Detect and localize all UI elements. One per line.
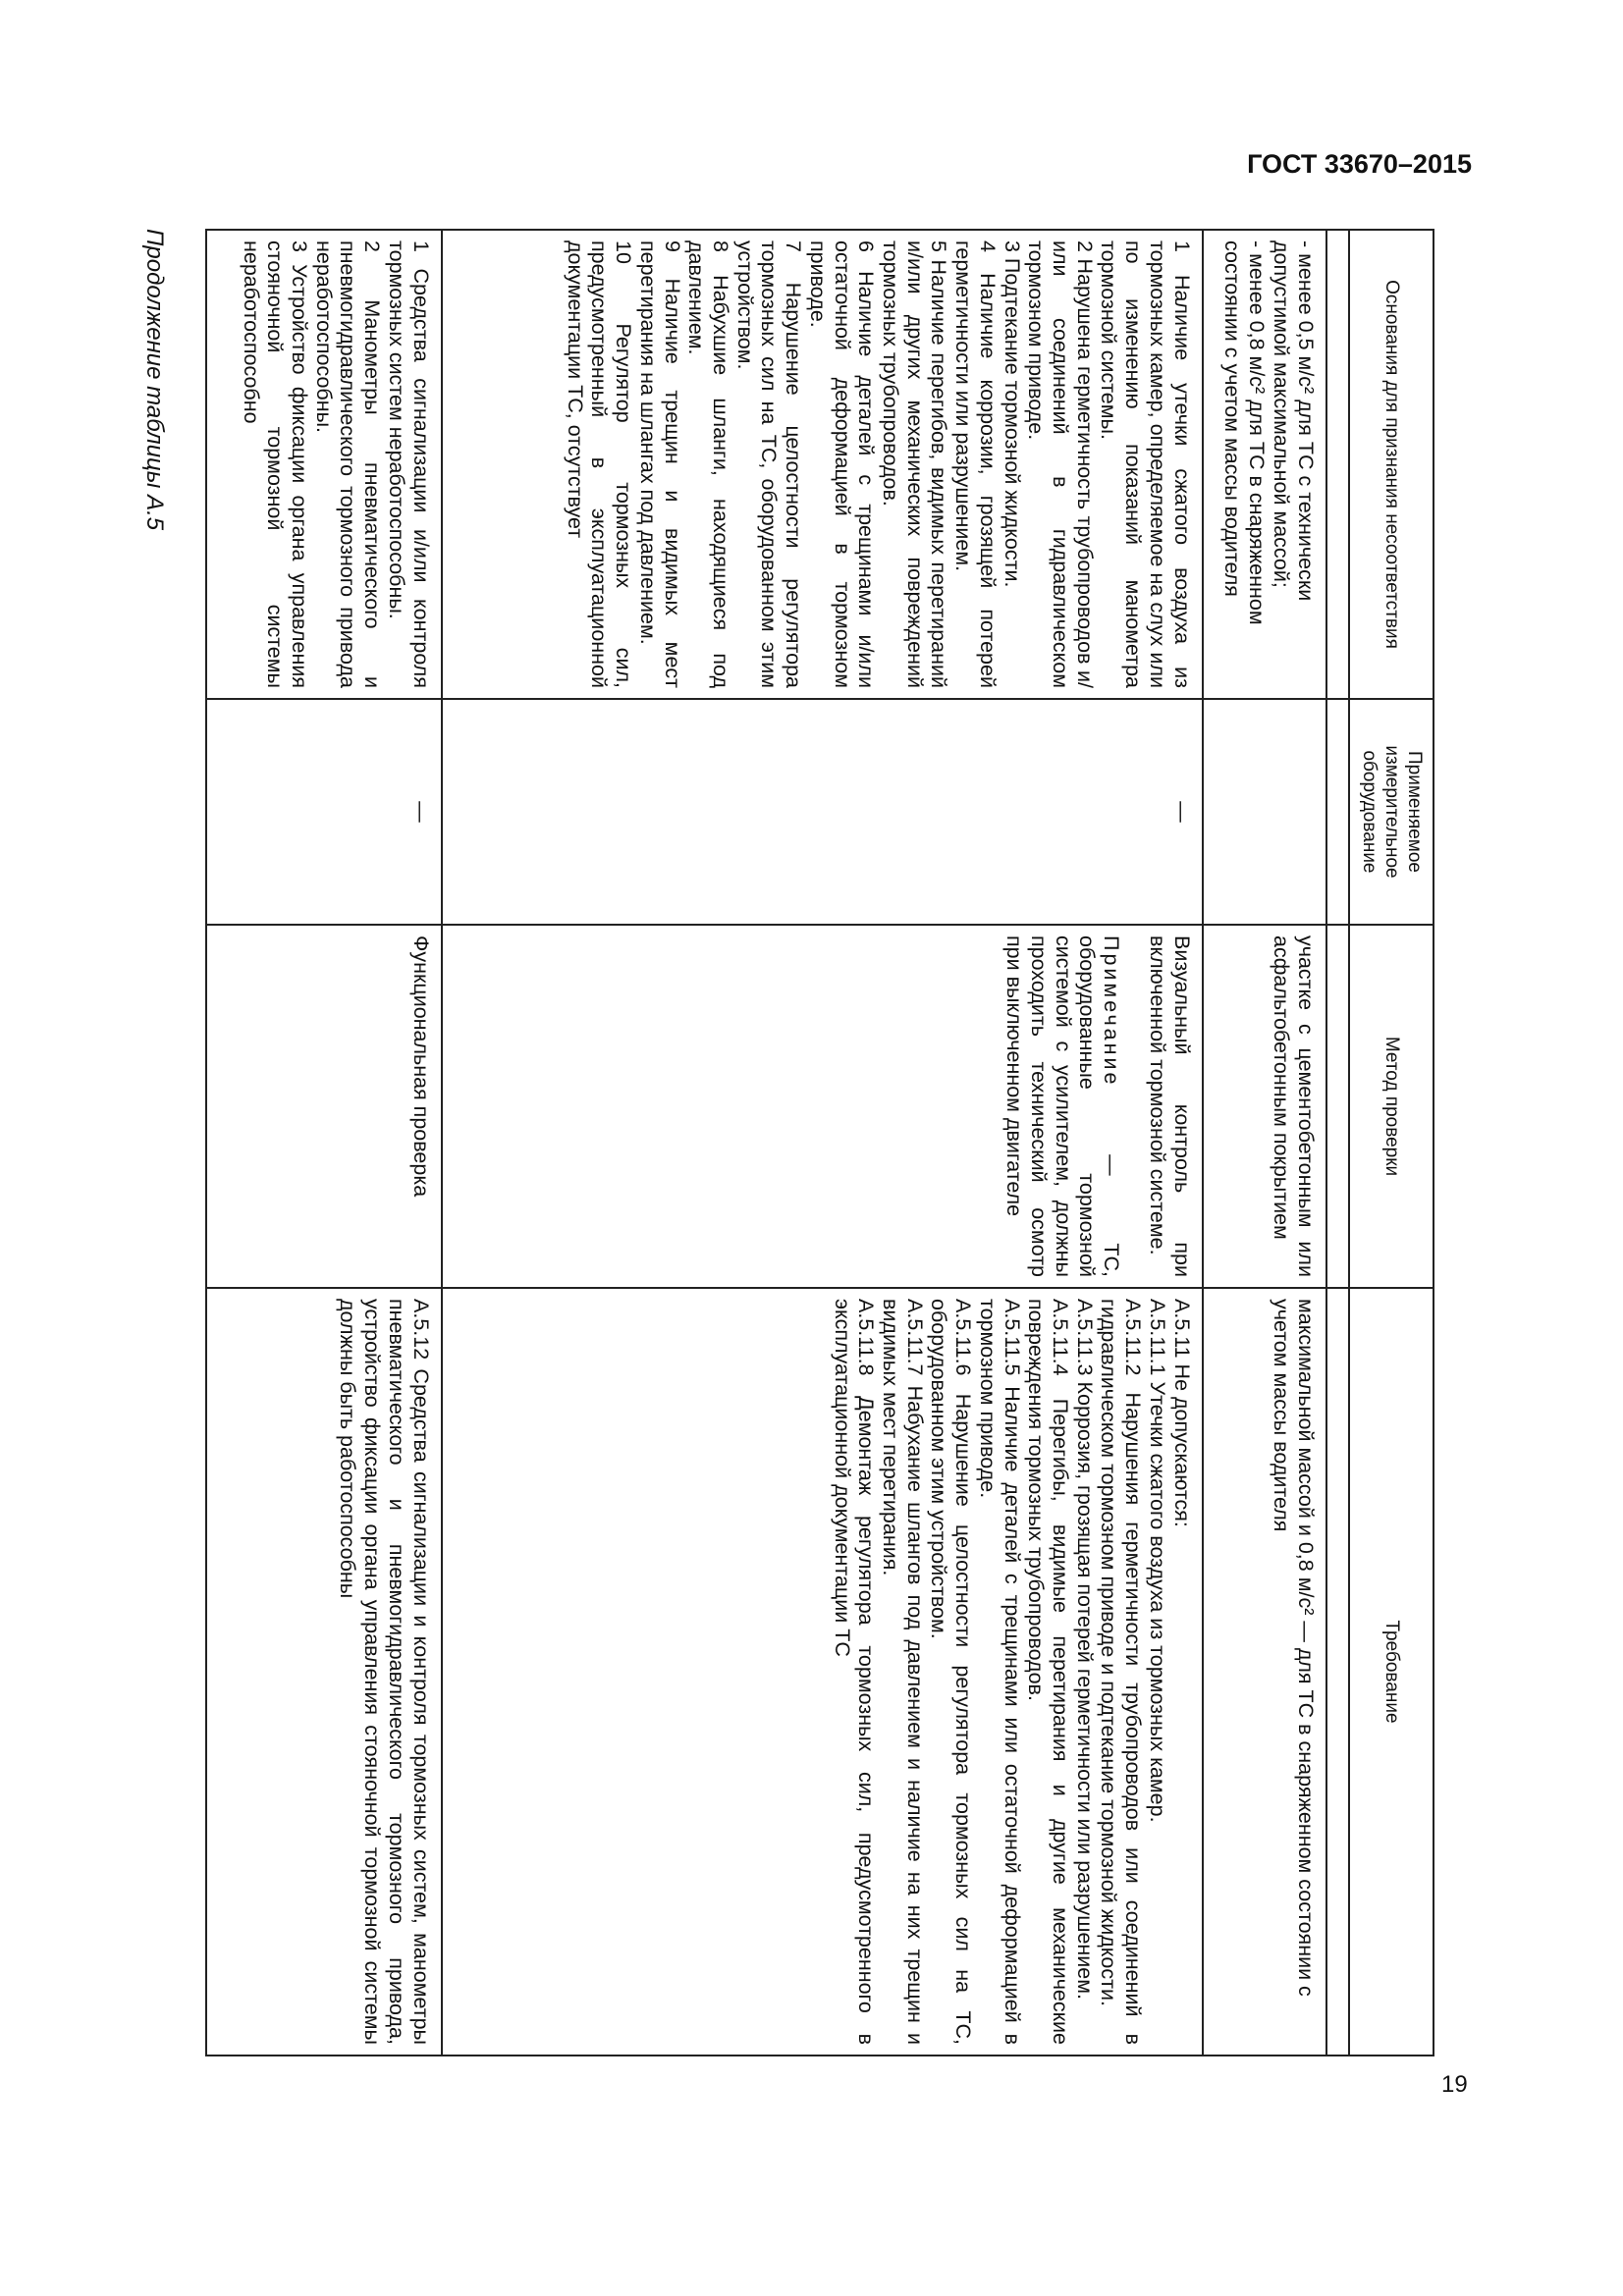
- basis-text: 2 Нарушена герметичность трубопроводов и/или соединений в гидравлическом тормозном приводе.: [1024, 240, 1097, 688]
- requirement-text: А.5.11 Не допускаются:: [1169, 1299, 1194, 1527]
- basis-text: 7 Нарушение целостности регулятора тормозных сил на ТС, оборудованном этим устройством.: [732, 240, 806, 688]
- basis-text: - менее 0,5 м/с² для ТС с технически допустимой максимальной массой;: [1269, 240, 1318, 602]
- requirement-cell: [442, 1288, 1203, 2056]
- method-text: участке с цементобетонным или асфальтобетонным покрытием: [1269, 935, 1318, 1277]
- equipment-cell: —: [442, 699, 1203, 925]
- requirement-text: А.5.11.1 Утечки сжатого воздуха из тормозных камер.: [1145, 1299, 1169, 1823]
- basis-cell: [442, 230, 1203, 699]
- requirement-cell: [206, 1288, 442, 2056]
- basis-text: 8 Набухшие шланги, находящиеся под давлением.: [684, 240, 732, 688]
- requirement-text: А.5.11.7 Набухание шлангов под давлением и наличие на них трещин и видимых мест перетирания.: [878, 1299, 927, 2045]
- table-row: [1203, 230, 1326, 2056]
- header-requirement: Требование: [1349, 1288, 1434, 2056]
- basis-text: 1 Средства сигнализации и/или контроля тормозных систем неработоспособны.: [384, 240, 433, 688]
- requirement-text: А.5.11.5 Наличие деталей с трещинами или остаточной деформацией в тормозном приводе.: [975, 1299, 1024, 2045]
- method-cell: [206, 925, 442, 1288]
- table-header-row: [1349, 230, 1434, 2056]
- equipment-cell: —: [206, 699, 442, 925]
- header-method: Метод проверки: [1349, 925, 1434, 1288]
- method-cell: [442, 925, 1203, 1288]
- basis-text: 3 Устройство фиксации органа управления стояночной тормозной системы неработоспособно: [239, 240, 312, 688]
- requirement-text: А.5.11.8 Демонтаж регулятора тормозных сил, предусмотренного в эксплуатационной документации ТС: [830, 1299, 879, 2045]
- basis-text: 2 Манометры пневматического и пневмогидравлического тормозного привода неработоспособны.: [311, 240, 385, 688]
- table-caption: Продолжение таблицы А.5: [141, 229, 168, 531]
- requirement-text: максимальной массой и 0,8 м/с² — для ТС в снаряженном состоянии с учетом массы водителя: [1269, 1299, 1318, 1997]
- rotated-table-area: [141, 229, 1434, 2055]
- header-basis: Основания для признания несоответствия: [1349, 230, 1434, 699]
- requirement-text: А.5.11.6 Нарушение целостности регулятора тормозных сил на ТС, оборудованном этим устройством.: [927, 1299, 976, 2045]
- basis-text: 1 Наличие утечки сжатого воздуха из тормозных камер, определяемое на слух или по изменению показаний манометра тормозной системы.: [1097, 240, 1194, 688]
- basis-text: - менее 0,8 м/с² для ТС в снаряженном состоянии с учетом массы водителя: [1220, 240, 1270, 625]
- table-row: [206, 230, 442, 2056]
- basis-cell: [1203, 230, 1326, 699]
- requirement-cell: [1203, 1288, 1326, 2056]
- method-cell: [1203, 925, 1326, 1288]
- header-gap: [1326, 230, 1349, 2056]
- method-text: Визуальный контроль при включенной тормозной системе.: [1145, 935, 1194, 1277]
- note-label: Примечание: [1100, 935, 1124, 1088]
- method-text: Функциональная проверка: [408, 935, 433, 1198]
- basis-text: 4 Наличие коррозии, грозящей потерей герметичности или разрушением.: [951, 240, 1000, 688]
- basis-text: 5 Наличие перегибов, видимых перетираний и/или других механических повреждений тормозных трубопроводов.: [878, 240, 951, 688]
- requirement-text: А.5.11.3 Коррозия, грозящая потерей герметичности или разрушением.: [1072, 1299, 1097, 2001]
- basis-text: 10 Регулятор тормозных сил, предусмотренный в эксплуатационной документации ТС, отсутствует: [563, 240, 636, 688]
- basis-cell: [206, 230, 442, 699]
- requirement-text: А.5.12 Средства сигнализации и контроля тормозных систем, манометры пневматического и пневмогидравлического тормозного привода, устройство фиксации органа управления стояночной тормозной системы должны быть работоспособны: [336, 1299, 433, 2045]
- requirements-table: [205, 229, 1434, 2056]
- table-row: [442, 230, 1203, 2056]
- requirement-text: А.5.11.2 Нарушения герметичности трубопроводов или соединений в гидравлическом тормозном приводе и подтекание тормозной жидкости.: [1097, 1299, 1146, 2045]
- note-text: — ТС, оборудованные тормозной системой с усилителем, должны проходить технический осмотр при выключенном двигателе: [1002, 935, 1124, 1277]
- header-equipment: Применяемое измерительное оборудование: [1349, 699, 1434, 925]
- basis-text: 3 Подтекание тормозной жидкости.: [1000, 240, 1024, 588]
- standard-number: ГОСТ 33670–2015: [1247, 149, 1472, 179]
- equipment-cell: [1203, 699, 1326, 925]
- basis-text: 6 Наличие деталей с трещинами и/или остаточной деформацией в тормозном приводе.: [805, 240, 879, 688]
- page-number: 19: [1441, 2071, 1468, 2098]
- requirement-text: А.5.11.4 Перегибы, видимые перетирания и другие механические повреждения тормозных трубопроводов.: [1024, 1299, 1073, 2045]
- method-note: [1002, 935, 1124, 1277]
- basis-text: 9 Наличие трещин и видимых мест перетирания на шлангах под давлением.: [635, 240, 684, 688]
